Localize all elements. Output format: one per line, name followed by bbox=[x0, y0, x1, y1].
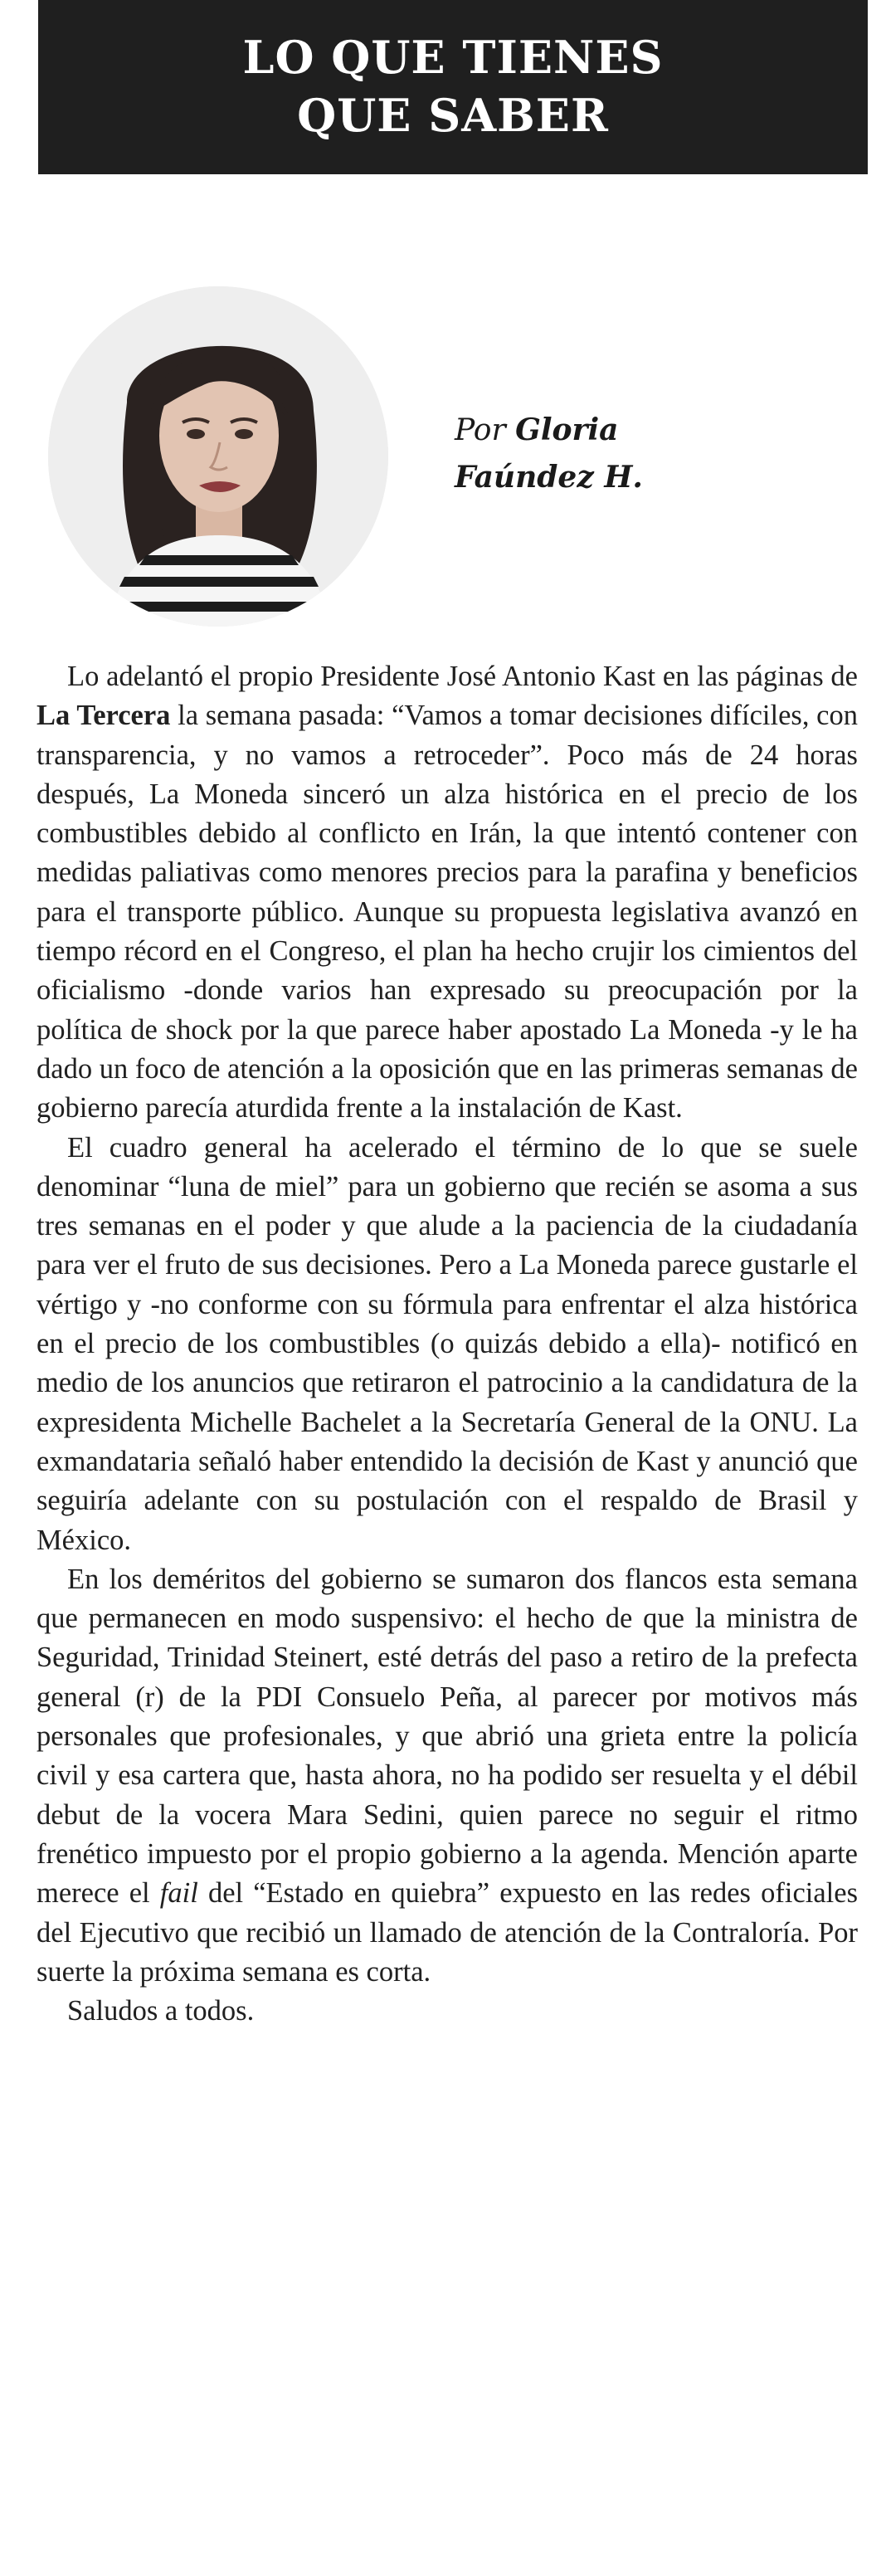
section-title-line-1: LO QUE TIENES bbox=[242, 31, 664, 84]
newspaper-name: La Tercera bbox=[37, 700, 171, 732]
byline-prefix: Por bbox=[455, 413, 506, 447]
article-paragraph-2: El cuadro general ha acelerado el término de lo que se suele denominar “luna de miel” para un gobierno que recién se asoma a sus tres semanas en el poder y que alude a la paciencia de la ciudadanía para ver el fruto de sus decisiones. Pero a La Moneda parece gustarle el vértigo y -no conforme con su fórmula para enfrentar el alza histórica en el precio de los combustibles (o quizás debido a ella)- notificó en medio de los anuncios que retiraron el patrocinio a la candidatura de la expresidenta Michelle Bachelet a la Secretaría General de la ONU. La exmandataria señaló haber entendido la decisión de Kast y anunció que seguiría adelante con su postulación con el respaldo de Brasil y México. bbox=[37, 1131, 858, 1556]
author-last-name: Faúndez H. bbox=[455, 460, 643, 495]
author-first-name: Gloria bbox=[515, 412, 619, 447]
section-header bbox=[38, 0, 868, 174]
article-sign-off: Saludos a todos. bbox=[67, 1995, 255, 2027]
italic-word: fail bbox=[159, 1877, 198, 1910]
paragraph-3-text-start: En los deméritos del gobierno se sumaron dos flancos esta semana que permanecen en modo suspensivo: el hecho de que la ministra de Seguridad, Trinidad Steinert, esté detrás del paso a retiro de la prefecta general (r) de la PDI Consuelo Peña, al parecer por motivos más personales que profesionales, y que abrió una grieta entre la policía civil y esa cartera que, hasta ahora, no ha podido ser resuelta y el débil debut de la vocera Mara Sedini, quien parece no seguir el ritmo frenético impuesto por el propio gobierno a la agenda. Mención aparte merece el bbox=[37, 1563, 858, 1910]
byline-line-1 bbox=[455, 407, 643, 454]
byline bbox=[455, 407, 643, 500]
paragraph-1-text-start: Lo adelantó el propio Presidente José Antonio Kast en las páginas de bbox=[67, 661, 858, 692]
section-title-line-2: QUE SABER bbox=[297, 89, 609, 142]
article-body bbox=[37, 657, 858, 2031]
paragraph-1-text-end: la semana pasada: “Vamos a tomar decisiones difíciles, con transparencia, y no vamos a retroceder”. Poco más de 24 horas después, La Moneda sinceró un alza histórica en el precio de los combustibles debido al conflicto en Irán, la que intentó contener con medidas paliativas como menores precios para la parafina y beneficios para el transporte público. Aunque su propuesta legislativa avanzó en tiempo récord en el Congreso, el plan ha hecho crujir los cimientos del oficialismo -donde varios han expresado su preocupación por la política de shock por la que parece haber apostado La Moneda -y le ha dado un foco de atención a la oposición que en las primeras semanas de gobierno parecía aturdida frente a la instalación de Kast. bbox=[37, 700, 858, 1125]
article-paragraph-1 bbox=[37, 657, 858, 1129]
article-paragraph-3 bbox=[37, 1560, 858, 1992]
paragraph-3-text-end: del “Estado en quiebra” expuesto en las redes oficiales del Ejecutivo que recibió un llamado de atención de la Contraloría. Por suerte la próxima semana es corta. bbox=[37, 1877, 858, 1988]
author-portrait bbox=[48, 286, 388, 627]
